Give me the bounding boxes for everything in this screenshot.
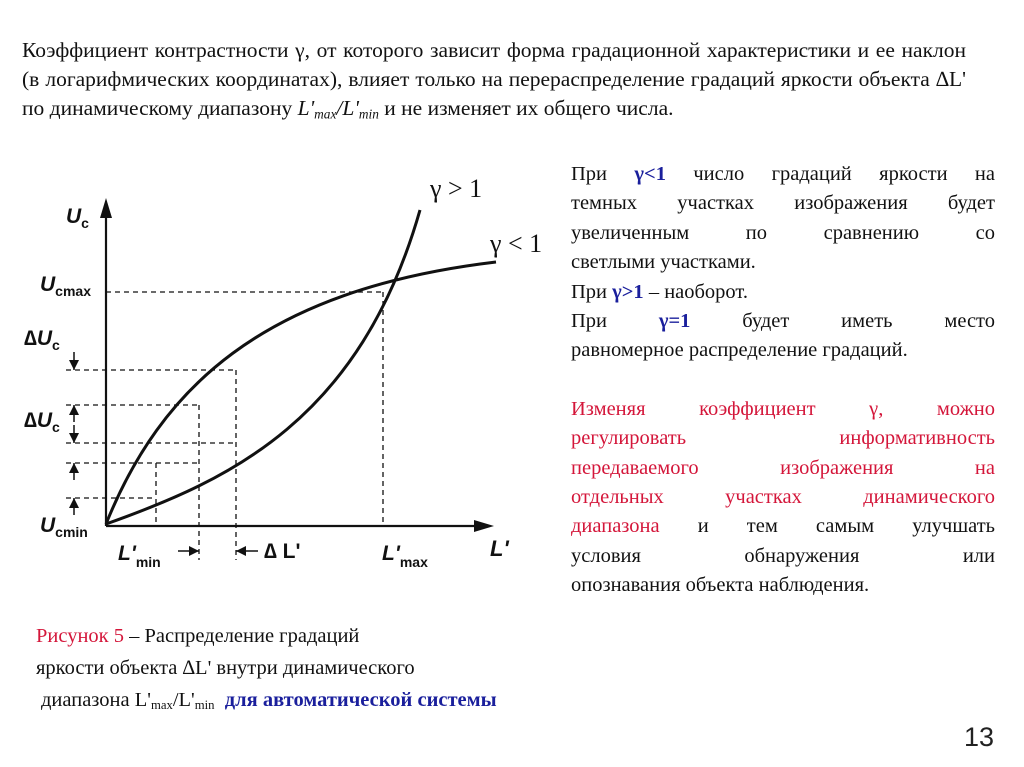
side-p1-line-2: темных участках изображения будет (571, 192, 995, 215)
side-p2-line-1: При γ>1 – наоборот. (571, 280, 748, 303)
side-p1-line-3: увеличенным по сравнению со (571, 221, 995, 244)
intro-line-3: перераспределение градаций яркости объекта ∆L' по динамическому диапазону (22, 67, 967, 120)
side-p1-line-4: светлыми участками. (571, 251, 756, 274)
intro-line-2: характеристики и ее наклон (в логарифмических координатах), влияет только на (22, 38, 967, 91)
x-axis-label: L' (490, 536, 509, 561)
caption-line-3: диапазона $L'_{max}/L'_{min}$ для автоматической системы (41, 689, 497, 713)
delta-uc-3-bottom-head (69, 498, 79, 508)
intro-line-1: Коэффициент контрастности γ, от которого зависит форма градационной (22, 38, 701, 62)
side-p4-line-7: опознавания объекта наблюдения. (571, 574, 870, 597)
gamma-lt-1-label: γ < 1 (490, 229, 543, 258)
delta-uc-1-top-head (69, 360, 79, 370)
delta-uc-1-bottom-head (69, 405, 79, 415)
ucmin-label: $U_{cmin}$ (40, 514, 88, 540)
side-p4-line-4: отдельных участках динамического (571, 486, 995, 509)
side-p4-line-6: условия обнаружения или (571, 544, 995, 567)
curve-gamma-gt-1 (106, 210, 420, 524)
caption-line-2: яркости объекта ∆L' внутри динамического (36, 657, 415, 679)
side-p3-line-1: При γ=1 будет иметь место (571, 310, 995, 333)
delta-l-right-head (236, 546, 246, 556)
y-axis-arrow (100, 198, 112, 218)
lmax-label: $L'_{max}$ (382, 542, 428, 570)
caption-line-1: Рисунок 5 – Распределение градаций (36, 625, 360, 647)
page-number: 13 (963, 722, 994, 752)
delta-l-label: ∆ L' (264, 540, 301, 563)
delta-l-left-head (189, 546, 199, 556)
delta-uc-2-bottom-head (69, 463, 79, 473)
delta-uc-1-label: $\Delta U_c$ (24, 327, 60, 353)
gamma-gt-1-label: γ > 1 (430, 174, 483, 203)
x-axis-arrow (474, 520, 494, 532)
ucmax-label: $U_{cmax}$ (40, 273, 91, 299)
side-p3-line-2: равномерное распределение градаций. (571, 339, 908, 362)
side-p4-line-2: регулировать информативность (571, 427, 995, 450)
lmin-label: $L'_{min}$ (118, 542, 161, 570)
delta-uc-2-label: $\Delta U_c$ (24, 409, 60, 435)
caption-label: Рисунок 5 (36, 625, 125, 647)
y-axis-label: $U_c$ (66, 205, 89, 231)
side-p4-line-5: диапазона и тем самым улучшать (571, 515, 995, 538)
intro-line-4: $L'_{max}/L'_{min}$ и не изменяет их общего числа. (297, 96, 674, 122)
delta-uc-2-top-head (69, 433, 79, 443)
side-p1-line-1: При γ<1 число градаций яркости на (571, 163, 996, 185)
side-p4-line-3: передаваемого изображения на (571, 456, 995, 479)
side-p4-line-1: Изменяя коэффициент γ, можно (571, 397, 995, 420)
curve-gamma-lt-1 (106, 262, 496, 524)
